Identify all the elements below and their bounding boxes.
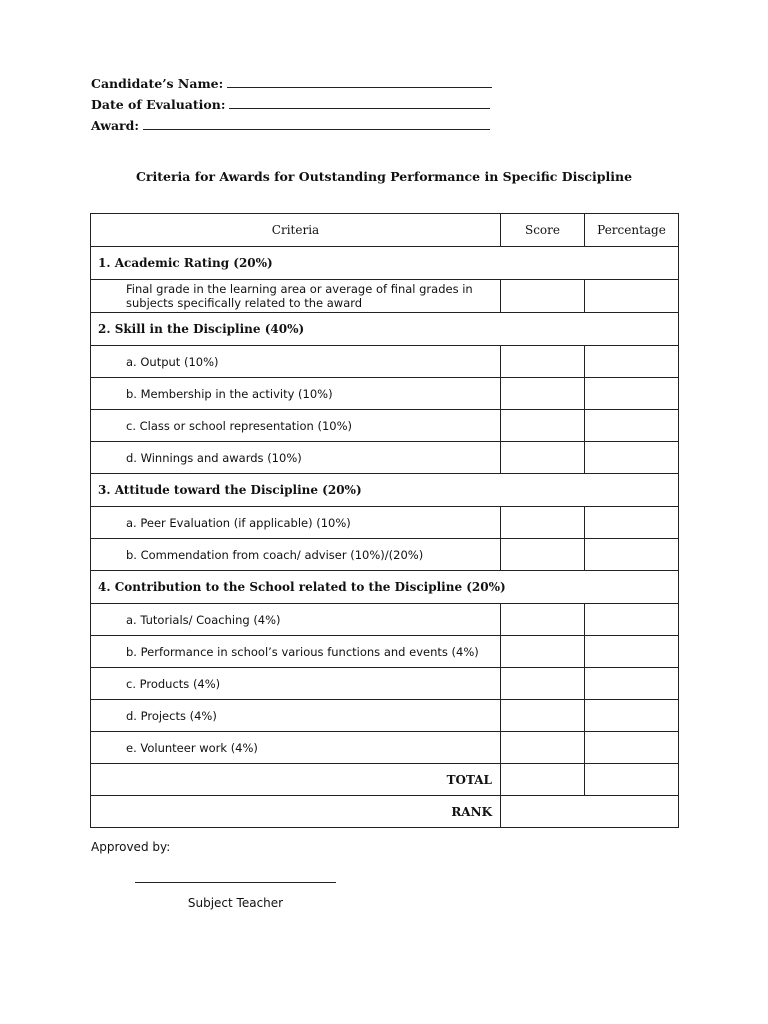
criteria-row <box>91 442 679 474</box>
total-label: TOTAL <box>91 764 501 796</box>
document-title: Criteria for Awards for Outstanding Performance in Specific Discipline <box>135 169 633 184</box>
award-label: Award: <box>91 118 139 133</box>
criteria-row <box>91 636 679 668</box>
criteria-row <box>91 604 679 636</box>
rank-row <box>91 796 679 828</box>
criteria-row <box>91 700 679 732</box>
score-cell[interactable] <box>501 700 585 732</box>
evaluation-date-blank[interactable] <box>229 97 490 109</box>
approved-by-label: Approved by: <box>91 840 171 854</box>
score-cell[interactable] <box>501 636 585 668</box>
score-cell[interactable] <box>501 410 585 442</box>
criteria-row <box>91 410 679 442</box>
percentage-cell[interactable] <box>585 442 679 474</box>
criteria-label: b. Membership in the activity (10%) <box>91 378 501 410</box>
score-cell[interactable] <box>501 604 585 636</box>
criteria-row <box>91 668 679 700</box>
rank-cell[interactable] <box>501 796 679 828</box>
rank-label: RANK <box>91 796 501 828</box>
criteria-label: d. Winnings and awards (10%) <box>91 442 501 474</box>
criteria-label: a. Peer Evaluation (if applicable) (10%) <box>91 507 501 539</box>
signature-line[interactable] <box>135 882 336 883</box>
table-header-row <box>91 214 679 247</box>
section-heading: 4. Contribution to the School related to the Discipline (20%) <box>91 571 679 604</box>
section-heading: 3. Attitude toward the Discipline (20%) <box>91 474 679 507</box>
percentage-cell[interactable] <box>585 636 679 668</box>
criteria-label: e. Volunteer work (4%) <box>91 732 501 764</box>
criteria-label: a. Tutorials/ Coaching (4%) <box>91 604 501 636</box>
score-cell[interactable] <box>501 539 585 571</box>
evaluation-date-label: Date of Evaluation: <box>91 97 226 112</box>
criteria-row <box>91 346 679 378</box>
candidate-name-label: Candidate’s Name: <box>91 76 224 91</box>
section-heading-row <box>91 247 679 280</box>
percentage-cell[interactable] <box>585 700 679 732</box>
score-cell[interactable] <box>501 507 585 539</box>
score-cell[interactable] <box>501 378 585 410</box>
percentage-cell[interactable] <box>585 378 679 410</box>
criteria-row <box>91 732 679 764</box>
score-cell[interactable] <box>501 346 585 378</box>
total-score-cell[interactable] <box>501 764 585 796</box>
criteria-table <box>90 213 679 828</box>
score-cell[interactable] <box>501 732 585 764</box>
award-field[interactable] <box>91 118 490 139</box>
section-heading: 2. Skill in the Discipline (40%) <box>91 313 679 346</box>
criteria-label: d. Projects (4%) <box>91 700 501 732</box>
candidate-info-fields <box>91 76 511 139</box>
criteria-row <box>91 378 679 410</box>
signatory-caption: Subject Teacher <box>187 896 284 910</box>
evaluation-date-field[interactable] <box>91 97 490 118</box>
total-percentage-cell[interactable] <box>585 764 679 796</box>
percentage-cell[interactable] <box>585 507 679 539</box>
section-heading-row <box>91 474 679 507</box>
header-score: Score <box>501 214 585 247</box>
criteria-label: c. Class or school representation (10%) <box>91 410 501 442</box>
percentage-cell[interactable] <box>585 539 679 571</box>
score-cell[interactable] <box>501 280 585 313</box>
candidate-name-blank[interactable] <box>227 76 492 88</box>
section-heading: 1. Academic Rating (20%) <box>91 247 679 280</box>
criteria-row <box>91 539 679 571</box>
criteria-label: a. Output (10%) <box>91 346 501 378</box>
percentage-cell[interactable] <box>585 346 679 378</box>
section-heading-row <box>91 571 679 604</box>
criteria-label: Final grade in the learning area or average of final grades in subjects specifically related to the award <box>91 280 501 313</box>
percentage-cell[interactable] <box>585 410 679 442</box>
percentage-cell[interactable] <box>585 732 679 764</box>
percentage-cell[interactable] <box>585 604 679 636</box>
candidate-name-field[interactable] <box>91 76 492 97</box>
criteria-label: b. Commendation from coach/ adviser (10%)/(20%) <box>91 539 501 571</box>
criteria-label: b. Performance in school’s various functions and events (4%) <box>91 636 501 668</box>
score-cell[interactable] <box>501 668 585 700</box>
score-cell[interactable] <box>501 442 585 474</box>
criteria-label: c. Products (4%) <box>91 668 501 700</box>
header-criteria: Criteria <box>91 214 501 247</box>
percentage-cell[interactable] <box>585 668 679 700</box>
total-row <box>91 764 679 796</box>
award-blank[interactable] <box>143 118 490 130</box>
header-percentage: Percentage <box>585 214 679 247</box>
criteria-row <box>91 280 679 313</box>
criteria-row <box>91 507 679 539</box>
section-heading-row <box>91 313 679 346</box>
percentage-cell[interactable] <box>585 280 679 313</box>
